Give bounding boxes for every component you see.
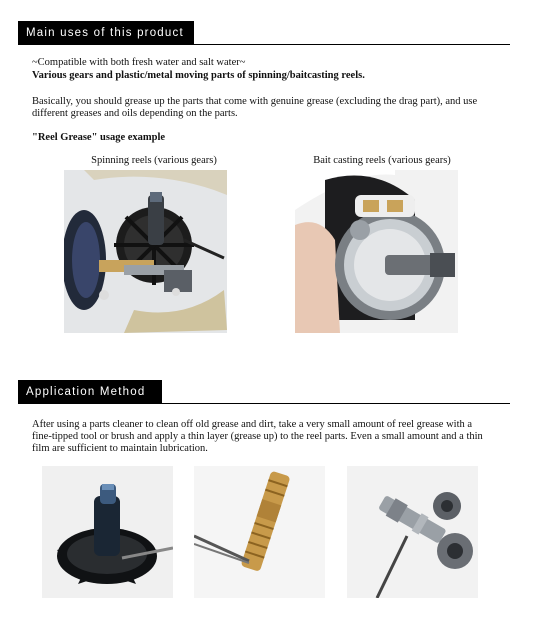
baitcasting-reel-photo (295, 170, 458, 333)
main-uses-header (18, 21, 510, 45)
application-line-2: fine-tipped tool or brush and apply a thin layer (grease up) to the reel parts. Even a small amount and a thin (32, 431, 483, 442)
compat-line: ~Compatible with both fresh water and salt water~ (32, 57, 246, 68)
example-title: "Reel Grease" usage example (32, 132, 166, 143)
application-heading: Application Method (18, 380, 162, 404)
main-uses-rule (18, 44, 510, 46)
parts-grease-photo (347, 466, 478, 598)
spinning-reel-photo (64, 170, 227, 333)
application-line-1: After using a parts cleaner to clean off old grease and dirt, take a very small amount of reel grease with a (32, 419, 473, 430)
caption-spinning: Spinning reels (various gears) (91, 155, 217, 166)
main-uses-heading: Main uses of this product (18, 21, 194, 45)
application-header (18, 380, 510, 404)
basic-para-line-1: Basically, you should grease up the parts that come with genuine grease (excluding the drag part), and use (32, 96, 478, 107)
uses-line: Various gears and plastic/metal moving parts of spinning/baitcasting reels. (32, 70, 365, 81)
shaft-grease-photo (194, 466, 325, 598)
basic-para-line-2: different greases and oils depending on the parts. (32, 108, 238, 119)
application-line-3: film are sufficient to maintain lubrication. (32, 443, 208, 454)
caption-baitcasting: Bait casting reels (various gears) (313, 155, 451, 166)
application-rule (18, 403, 510, 405)
gear-grease-photo (42, 466, 173, 598)
